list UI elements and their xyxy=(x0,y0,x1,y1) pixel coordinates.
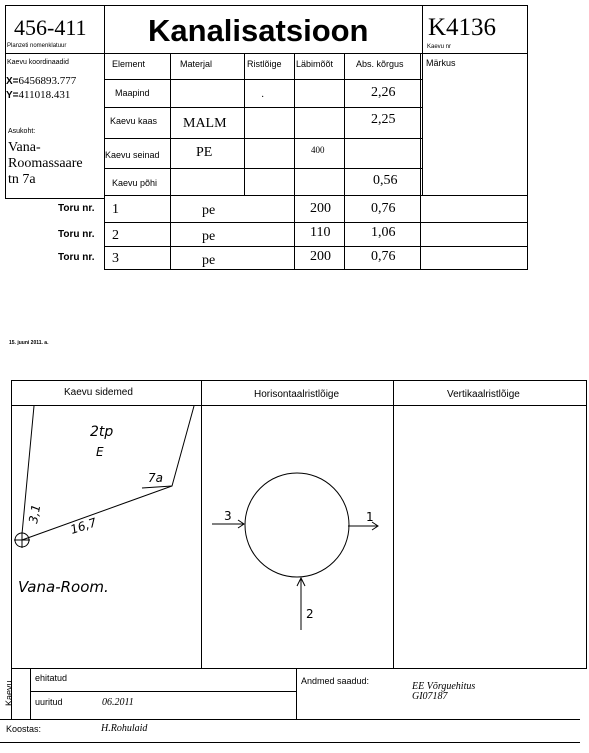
row-material: PE xyxy=(196,145,213,160)
location-line-1: Vana- xyxy=(8,140,41,155)
col-header-note: Märkus xyxy=(426,58,456,68)
col-header-material: Materjal xyxy=(180,59,213,69)
pipe-label: Toru nr. xyxy=(58,252,95,263)
horizontal-section xyxy=(202,406,392,668)
row-material: MALM xyxy=(183,116,227,131)
pipe-mark-right: 1 xyxy=(366,510,374,524)
row-element: Kaevu kaas xyxy=(110,116,158,126)
compiled-label: Koostas: xyxy=(6,724,42,734)
well-number: K4136 xyxy=(428,14,497,41)
col-header-cross: Ristlõige xyxy=(247,59,282,69)
page-title: Kanalisatsioon xyxy=(148,13,369,48)
y-coordinate xyxy=(6,90,70,101)
location-line-3: tn 7a xyxy=(8,172,36,187)
row-diameter: 400 xyxy=(311,145,325,155)
well-caption: Kaevu nr xyxy=(427,44,452,50)
panel-title-links: Kaevu sidemed xyxy=(64,387,133,398)
panel-title-horizontal: Horisontaalristlõige xyxy=(254,389,340,400)
x-coordinate xyxy=(6,76,76,87)
pipe-elevation: 0,76 xyxy=(371,201,396,216)
row-element: Maapind xyxy=(115,88,150,98)
pipe-elevation: 0,76 xyxy=(371,249,396,264)
surveyed-value: 06.2011 xyxy=(102,697,134,708)
sheet-number: 456-411 xyxy=(14,15,87,40)
pipe-elevation: 1,06 xyxy=(371,225,396,240)
data-source-line-2: GI07187 xyxy=(412,691,448,702)
location-label: Asukoht: xyxy=(8,128,36,135)
row-element: Kaevu põhi xyxy=(112,178,158,188)
pipe-mark-bottom: 2 xyxy=(306,607,314,621)
footer-side-label: Kaevu xyxy=(4,680,14,706)
col-header-element: Element xyxy=(112,59,146,69)
pipe-number: 1 xyxy=(112,202,119,217)
pipe-label: Toru nr. xyxy=(58,203,95,214)
coords-label: Kaevu koordinaadid xyxy=(7,59,69,66)
sketch-label-street: Vana-Room. xyxy=(18,578,109,596)
sketch-label-dist-a: 3,1 xyxy=(26,503,44,525)
pipe-diameter: 110 xyxy=(310,225,331,240)
pipe-label: Toru nr. xyxy=(58,229,95,240)
pipe-number: 3 xyxy=(112,251,119,266)
compiled-value: H.Rohulaid xyxy=(101,723,148,734)
row-elevation: 2,25 xyxy=(371,112,396,127)
pipe-number: 2 xyxy=(112,228,119,243)
x-prefix: X= xyxy=(6,76,19,87)
built-label: ehitatud xyxy=(35,673,68,683)
pipe-material: pe xyxy=(202,229,216,244)
sheet-caption: Planzeti nomenklatuur xyxy=(7,43,67,49)
row-elevation: 2,26 xyxy=(371,85,396,100)
x-value: 6456893.777 xyxy=(18,75,77,87)
data-source-line-1: EE Võrguehitus xyxy=(412,681,476,692)
sketch-label-building: 2tp xyxy=(90,424,114,440)
row-elevation: 0,56 xyxy=(373,173,398,188)
sketch-label-dist-b: 16,7 xyxy=(68,515,99,537)
pipe-mark-left: 3 xyxy=(224,509,232,523)
pipe-diameter: 200 xyxy=(310,201,331,216)
surveyed-label: uuritud xyxy=(35,697,63,707)
location-line-2: Roomassaare xyxy=(8,156,83,171)
panel-title-vertical: Vertikaalristlõige xyxy=(447,389,520,400)
col-header-diameter: Läbimõõt xyxy=(296,59,334,69)
y-value: 411018.431 xyxy=(18,89,71,101)
sketch-label-house-no: 7a xyxy=(148,471,163,485)
row-element: Kaevu seinad xyxy=(105,150,160,160)
data-source-label: Andmed saadud: xyxy=(301,676,370,686)
pipe-material: pe xyxy=(202,203,216,218)
col-header-elevation: Abs. kõrgus xyxy=(356,59,404,69)
pipe-diameter: 200 xyxy=(310,249,331,264)
pipe-material: pe xyxy=(202,253,216,268)
location-sketch xyxy=(12,406,200,668)
y-prefix: Y= xyxy=(6,90,19,101)
date-note: 15. juuni 2011. a. xyxy=(9,340,49,346)
row-cross: · xyxy=(261,92,265,103)
sketch-label-building-sub: E xyxy=(96,445,104,459)
